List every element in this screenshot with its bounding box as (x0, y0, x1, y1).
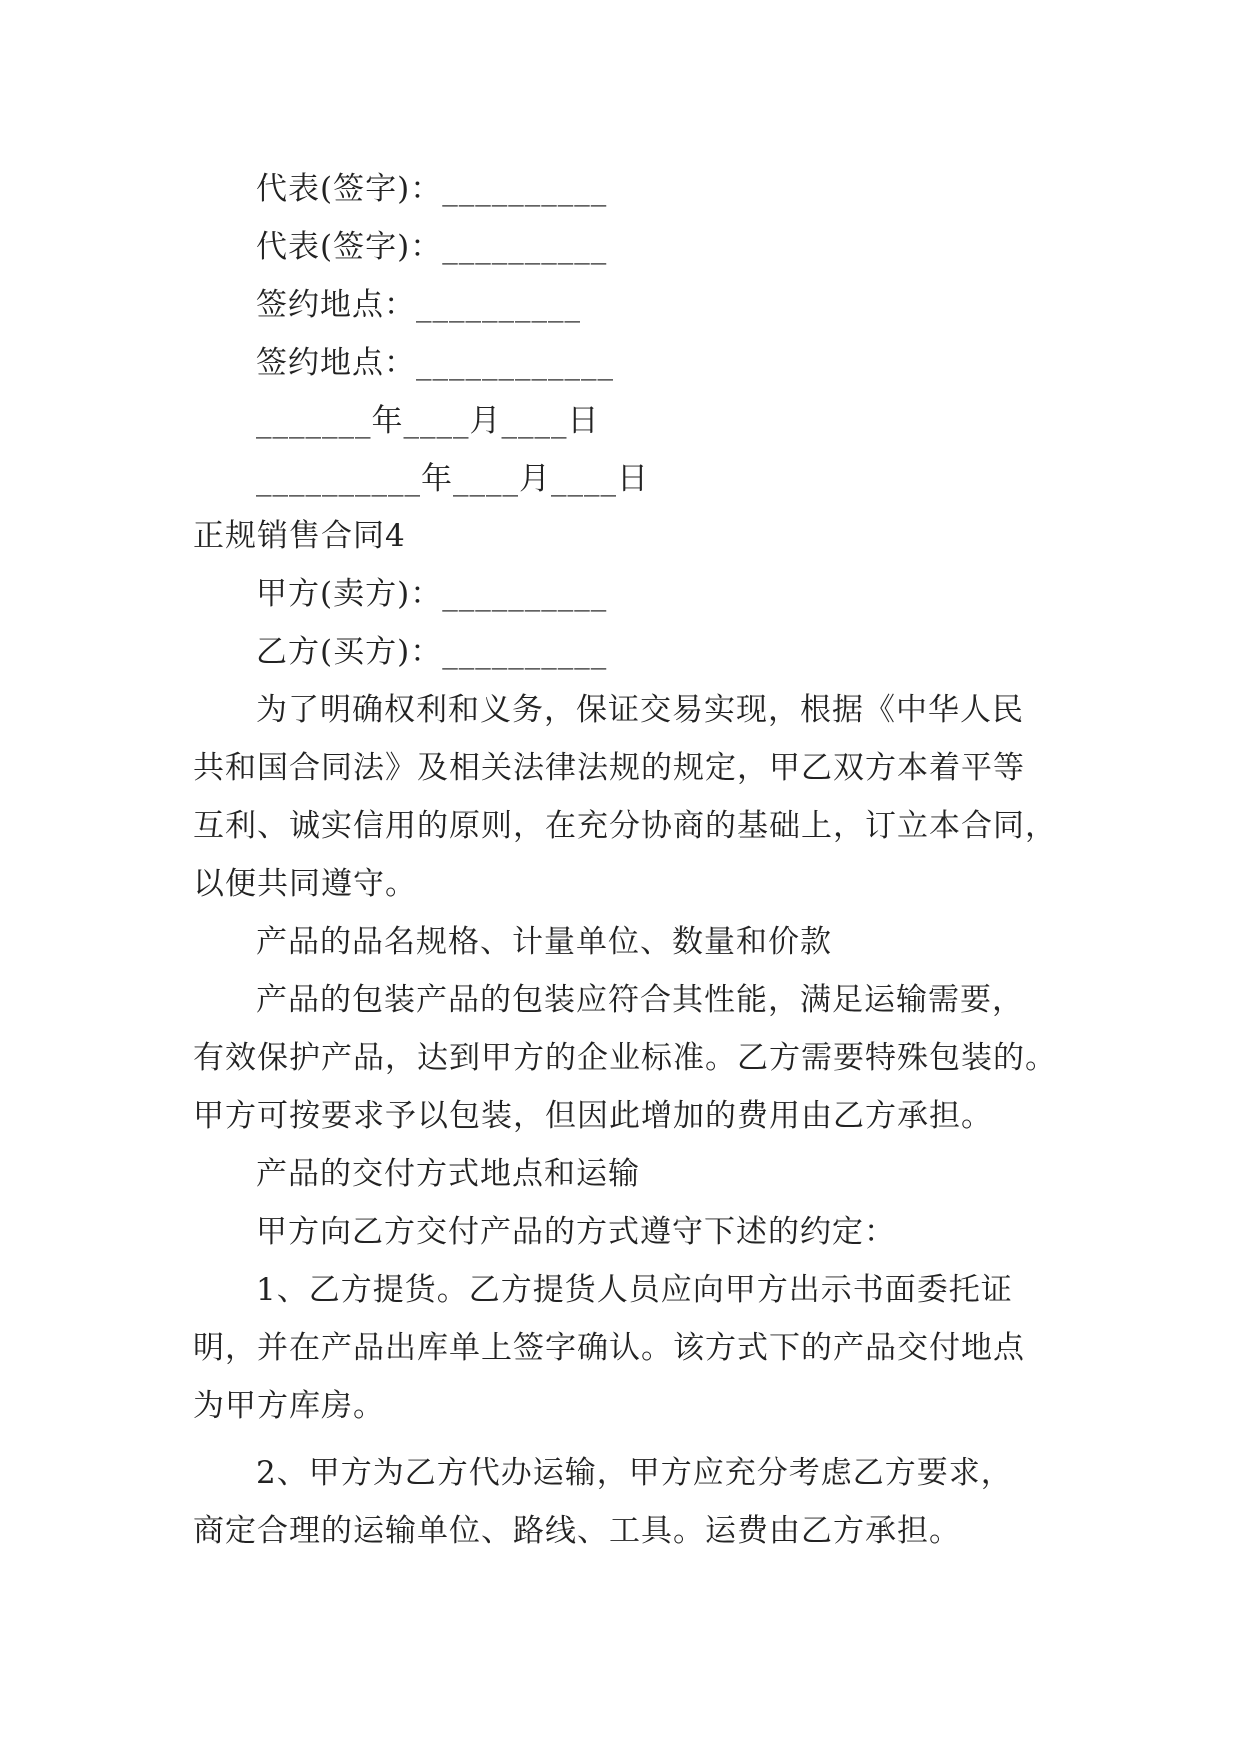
section-heading-product-spec: 产品的品名规格、计量单位、数量和价款 (256, 924, 832, 960)
preamble-line: 共和国合同法》及相关法律法规的规定，甲乙双方本着平等 (193, 750, 1025, 786)
delivery-intro-line: 甲方向乙方交付产品的方式遵守下述的约定： (256, 1214, 896, 1250)
contract-title: 正规销售合同4 (193, 518, 406, 554)
party-a-line: 甲方(卖方)：__________ (256, 576, 608, 612)
signing-location-line-1: 签约地点：__________ (256, 287, 581, 323)
date-line-1: _______年____月____日 (256, 403, 600, 439)
clause-2-line: 2、甲方为乙方代办运输，甲方应充分考虑乙方要求， (256, 1455, 1013, 1491)
preamble-line: 为了明确权利和义务，保证交易实现，根据《中华人民 (256, 692, 1024, 728)
preamble-line: 以便共同遵守。 (193, 866, 417, 902)
clause-1-line: 明，并在产品出库单上签字确认。该方式下的产品交付地点 (193, 1330, 1025, 1366)
signature-line-representative-1: 代表(签字)：__________ (256, 171, 608, 207)
signing-location-line-2: 签约地点：____________ (256, 345, 614, 381)
clause-1-line: 1、乙方提货。乙方提货人员应向甲方出示书面委托证 (256, 1272, 1013, 1308)
packaging-paragraph-line: 甲方可按要求予以包装，但因此增加的费用由乙方承担。 (193, 1098, 993, 1134)
party-b-line: 乙方(买方)：__________ (256, 634, 608, 670)
preamble-line: 互利、诚实信用的原则，在充分协商的基础上，订立本合同， (193, 808, 1057, 844)
packaging-paragraph-line: 产品的包装产品的包装应符合其性能，满足运输需要， (256, 982, 1024, 1018)
section-heading-delivery: 产品的交付方式地点和运输 (256, 1156, 640, 1192)
clause-2-line: 商定合理的运输单位、路线、工具。运费由乙方承担。 (193, 1513, 961, 1549)
packaging-paragraph-line: 有效保护产品，达到甲方的企业标准。乙方需要特殊包装的。 (193, 1040, 1057, 1076)
date-line-2: __________年____月____日 (256, 461, 649, 497)
signature-line-representative-2: 代表(签字)：__________ (256, 229, 608, 265)
clause-1-line: 为甲方库房。 (193, 1388, 385, 1424)
